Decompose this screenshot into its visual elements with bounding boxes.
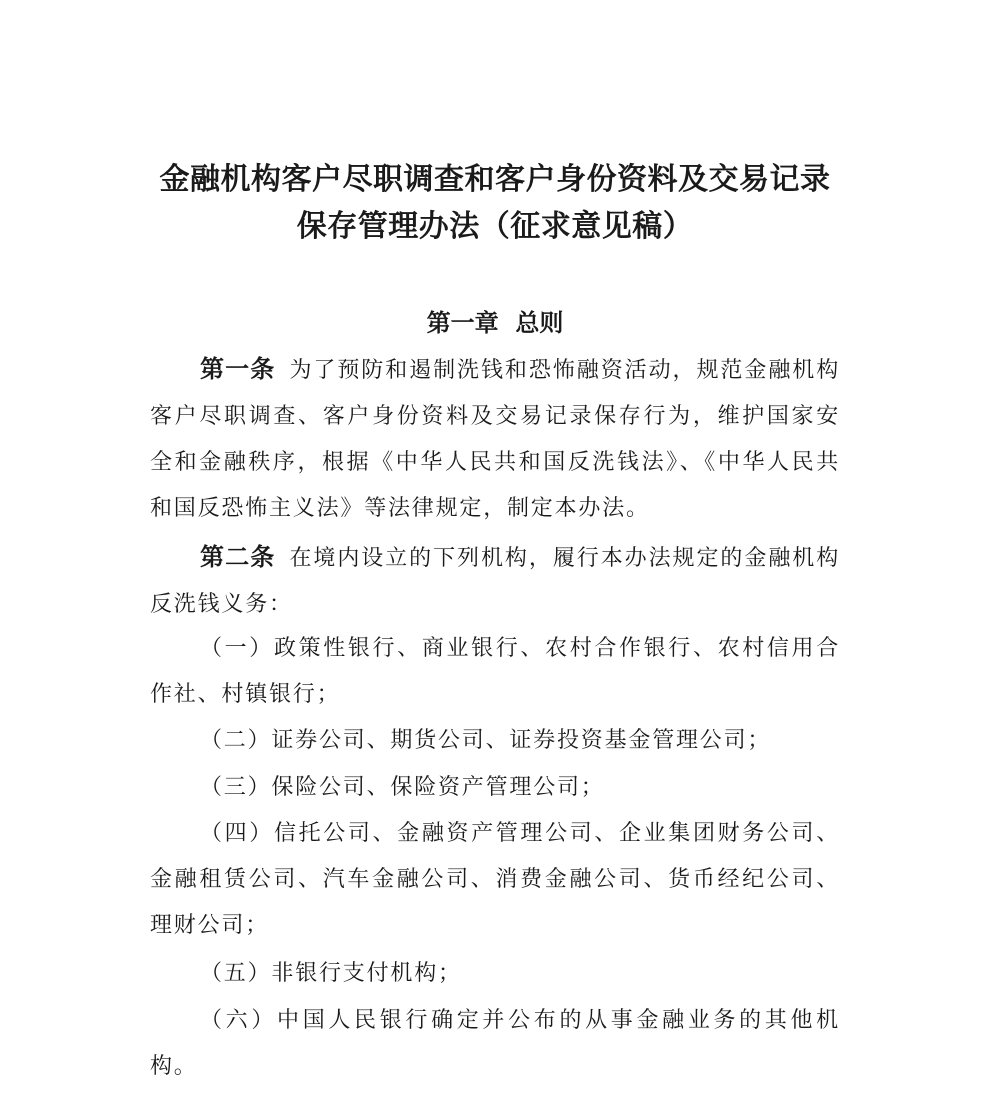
article-2-item-1: （一）政策性银行、商业银行、农村合作银行、农村信用合作社、村镇银行；: [150, 636, 840, 707]
article-1-label: 第一条: [200, 355, 276, 383]
article-2-text: 在境内设立的下列机构，履行本办法规定的金融机构反洗钱义务：: [150, 546, 841, 617]
chapter-heading: 第一章 总则: [426, 309, 564, 337]
article-2-item-4: （四）信托公司、金融资产管理公司、企业集团财务公司、金融租赁公司、汽车金融公司、消费金融公司、货币经纪公司、理财公司；: [150, 821, 840, 938]
article-2-item-3: （三）保险公司、保险资产管理公司；: [200, 775, 605, 800]
document-title-line-1: 金融机构客户尽职调查和客户身份资料及交易记录: [159, 162, 831, 197]
article-1: [150, 346, 840, 532]
article-2-item-2: （二）证券公司、期货公司、证券投资基金管理公司；: [200, 728, 772, 753]
document-title-line-2: 保存管理办法（征求意见稿）: [296, 209, 694, 244]
article-1-text: 为了预防和遏制洗钱和恐怖融资活动，规范金融机构客户尽职调查、客户身份资料及交易记录保存行为，维护国家安全和金融秩序，根据《中华人民共和国反洗钱法》、《中华人民共和国反恐怖主义法》等法律规定，制定本办法。: [150, 358, 841, 521]
article-2-item-6: （六）中国人民银行确定并公布的从事金融业务的其他机构。: [150, 1008, 840, 1079]
article-2-item-5: （五）非银行支付机构；: [200, 961, 462, 986]
article-2: [150, 534, 840, 628]
article-2-label: 第二条: [200, 543, 276, 571]
